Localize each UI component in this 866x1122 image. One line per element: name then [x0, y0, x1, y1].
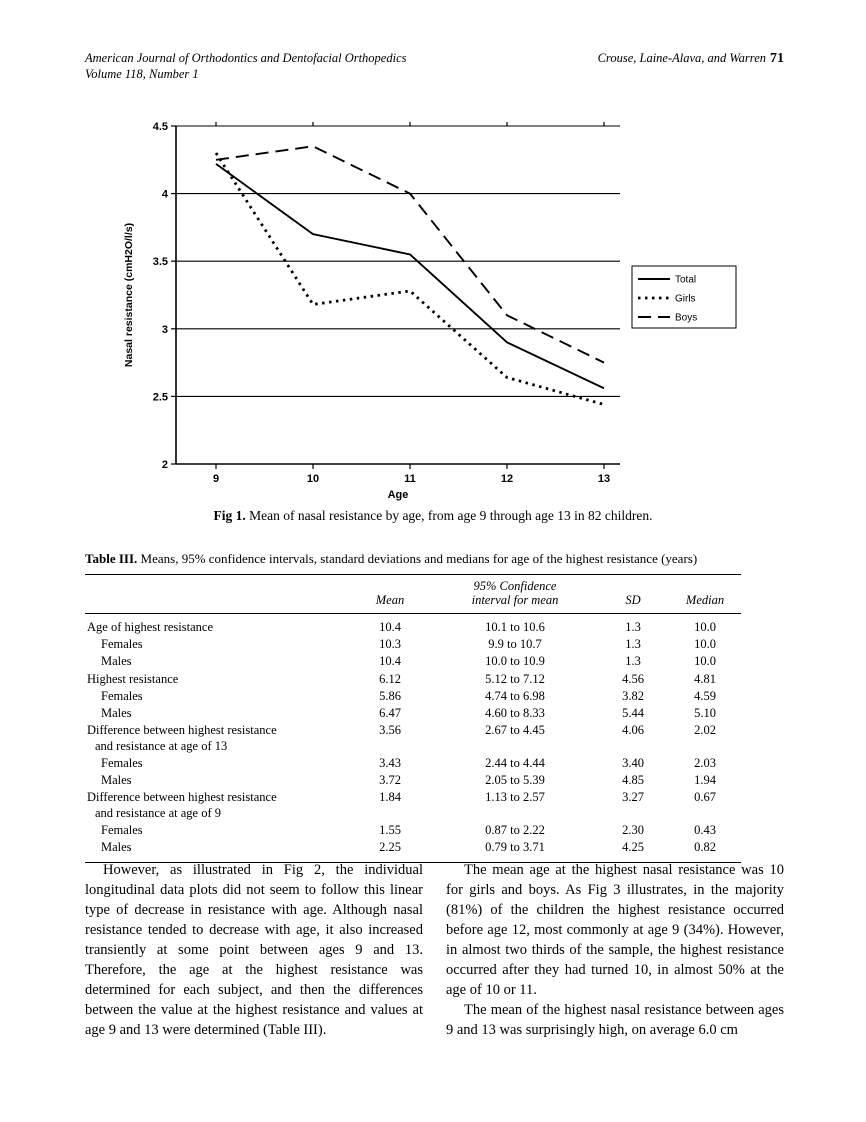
cell-value: 3.72	[379, 773, 401, 787]
cell-value: 1.3	[625, 637, 641, 651]
cell-value: 6.12	[379, 671, 401, 686]
cell-value: 4.06	[622, 723, 644, 738]
x-tick-label: 12	[500, 473, 514, 485]
cell-value: 2.02	[694, 723, 716, 738]
cell-value: 3.82	[622, 688, 644, 703]
body-column-right	[446, 860, 784, 1040]
paragraph: The mean age at the highest nasal resistance was 10 for girls and boys. As Fig 3 illustrates, in the majority (81%) of the children the highest resistance occurred before age 12, most commonly at age 9 (34%). However, in almost two thirds of the sample, the highest resistance occurred after they had turned 10, in almost 50% at the age of 10 or 11.	[446, 862, 784, 998]
journal-title-block	[85, 50, 407, 83]
cell-value: 10.3	[379, 637, 401, 651]
cell-value: 6.47	[379, 706, 401, 720]
cell-value: 1.55	[379, 822, 401, 837]
table-row	[85, 755, 741, 772]
table-row	[85, 722, 741, 755]
cell-value: 0.67	[694, 790, 716, 805]
table-row	[85, 789, 741, 822]
table-row	[85, 705, 741, 722]
body-text	[85, 860, 784, 1040]
y-axis-title: Nasal resistance (cmH2O/l/s)	[123, 222, 135, 368]
row-label: Females	[101, 822, 143, 837]
figure-caption-text: Mean of nasal resistance by age, from age 9 through age 13 in 82 children.	[245, 508, 653, 523]
paragraph: However, as illustrated in Fig 2, the individual longitudinal data plots did not seem to follow this linear type of decrease in resistance with age. Although nasal resistance tended to decrease with age, it also increased transiently at some point between ages 9 and 13. Therefore, the age at the highest resistance was determined for each subject, and then the differences between the value at the highest resistance and values at age 9 and 13 were determined (Table III).	[85, 862, 423, 1038]
legend-label-girls: Girls	[675, 293, 696, 305]
y-tick-label: 4	[161, 188, 168, 201]
row-label: Males	[101, 773, 132, 787]
table-header-row	[85, 575, 741, 614]
page-number: 71	[770, 51, 784, 66]
table-body	[85, 613, 741, 863]
row-label: Males	[101, 840, 132, 854]
table-row	[85, 613, 741, 636]
table-row	[85, 822, 741, 839]
x-tick-label: 9	[212, 473, 220, 485]
journal-title: American Journal of Orthodontics and Dentofacial Orthopedics	[85, 51, 407, 65]
cell-value: 10.0 to 10.9	[485, 654, 545, 669]
cell-value: 10.0	[694, 637, 716, 651]
cell-value: 4.74 to 6.98	[485, 688, 545, 703]
x-tick-label: 10	[306, 473, 320, 485]
cell-value: 10.4	[379, 654, 401, 669]
cell-value: 4.25	[622, 840, 644, 854]
cell-value: 2.03	[694, 755, 716, 770]
cell-value: 4.60 to 8.33	[485, 706, 545, 720]
cell-value: 5.12 to 7.12	[485, 671, 545, 686]
row-label: Females	[101, 688, 143, 703]
cell-value: 9.9 to 10.7	[488, 637, 542, 651]
row-label: Highest resistance	[87, 671, 179, 686]
table-row	[85, 636, 741, 653]
x-tick-label: 13	[597, 473, 611, 485]
series-line-girls	[216, 153, 604, 404]
cell-value: 3.43	[379, 755, 401, 770]
row-label: Difference between highest resistance and resistance at age of 13	[87, 723, 277, 753]
col-header-mean: Mean	[375, 593, 405, 608]
series-line-total	[216, 164, 604, 388]
cell-value: 0.82	[694, 840, 716, 854]
cell-value: 4.85	[622, 773, 644, 787]
cell-value: 4.81	[694, 671, 716, 686]
cell-value: 2.44 to 4.44	[485, 755, 545, 770]
cell-value: 4.59	[694, 688, 716, 703]
row-label: Age of highest resistance	[87, 619, 214, 634]
cell-value: 4.56	[622, 671, 644, 686]
cell-value: 2.25	[379, 840, 401, 854]
authors-block	[598, 50, 784, 83]
cell-value: 2.67 to 4.45	[485, 723, 545, 738]
cell-value: 0.87 to 2.22	[485, 822, 545, 837]
table-caption	[85, 551, 784, 567]
row-label: Males	[101, 654, 132, 669]
cell-value: 1.3	[625, 619, 641, 634]
cell-value: 1.3	[625, 654, 641, 669]
cell-value: 10.4	[379, 619, 401, 634]
cell-value: 5.44	[622, 706, 644, 720]
y-tick-label: 3	[161, 323, 168, 336]
table-caption-label: Table III.	[85, 551, 138, 566]
paragraph: The mean of the highest nasal resistance between ages 9 and 13 was surprisingly high, on average 6.0 cm	[446, 1002, 784, 1038]
legend-label-boys: Boys	[675, 312, 698, 324]
cell-value: 0.43	[694, 822, 716, 837]
table-row	[85, 772, 741, 789]
x-axis-title: Age	[387, 489, 409, 501]
y-tick-label: 4.5	[152, 121, 168, 133]
row-label: Difference between highest resistance and resistance at age of 9	[87, 790, 277, 820]
legend-label-total: Total	[675, 274, 697, 286]
cell-value: 10.1 to 10.6	[485, 619, 545, 634]
col-header-ci: 95% Confidence interval for mean	[471, 579, 559, 608]
figure-caption-label: Fig 1.	[213, 508, 246, 523]
y-tick-label: 2	[161, 459, 168, 471]
row-label: Females	[101, 637, 143, 651]
x-tick-label: 11	[404, 473, 416, 485]
table-row	[85, 653, 741, 670]
cell-value: 0.79 to 3.71	[485, 840, 545, 854]
col-header-sd: SD	[625, 593, 641, 608]
authors: Crouse, Laine-Alava, and Warren	[597, 51, 766, 65]
col-header-median: Median	[685, 593, 725, 608]
fig1-chart-svg	[118, 114, 748, 506]
cell-value: 3.27	[622, 790, 644, 805]
table-row	[85, 688, 741, 705]
cell-value: 1.84	[379, 790, 401, 805]
figure-caption	[0, 508, 866, 524]
cell-value: 3.56	[379, 723, 401, 738]
table-row	[85, 671, 741, 688]
cell-value: 5.10	[694, 706, 716, 720]
cell-value: 1.13 to 2.57	[485, 790, 545, 805]
cell-value: 2.05 to 5.39	[485, 773, 545, 787]
table-caption-text: Means, 95% confidence intervals, standard deviations and medians for age of the highest resistance (years)	[137, 551, 698, 566]
journal-volume: Volume 118, Number 1	[85, 67, 199, 82]
cell-value: 10.0	[694, 654, 716, 669]
running-head	[85, 50, 784, 83]
row-label: Males	[101, 706, 132, 720]
cell-value: 3.40	[622, 755, 644, 770]
table-iii	[85, 574, 741, 863]
fig1-chart	[118, 114, 748, 506]
col-header-empty	[85, 575, 347, 614]
body-column-left	[85, 860, 423, 1040]
cell-value: 10.0	[694, 619, 716, 634]
cell-value: 5.86	[379, 688, 401, 703]
y-tick-label: 2.5	[152, 391, 168, 404]
cell-value: 1.94	[694, 773, 716, 787]
row-label: Females	[101, 755, 143, 770]
cell-value: 2.30	[622, 822, 644, 837]
y-tick-label: 3.5	[152, 256, 168, 269]
